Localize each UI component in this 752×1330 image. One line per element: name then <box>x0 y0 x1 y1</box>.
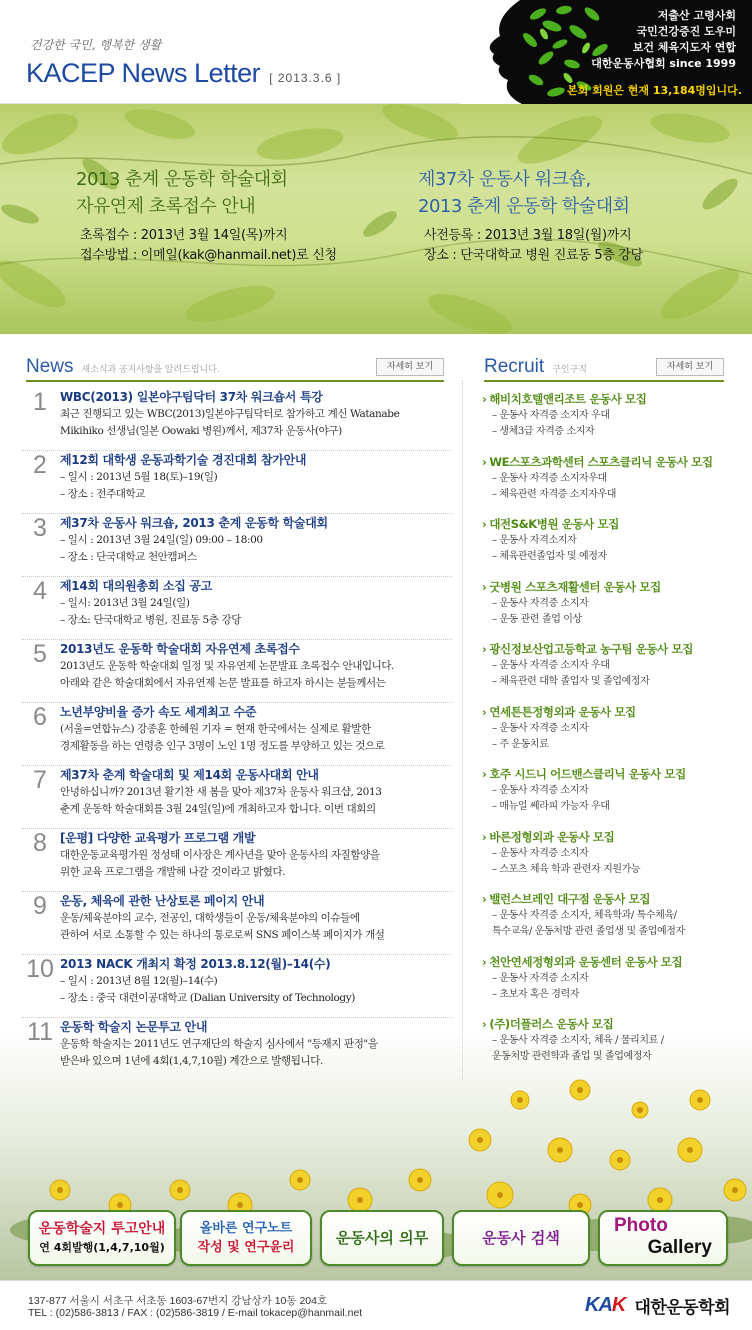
news-number: 7 <box>33 766 47 794</box>
recruit-subtitle: 구인구직 <box>552 364 587 374</box>
hero-workshop-notice[interactable] <box>418 166 643 266</box>
news-summary-line: 운동/체육분야의 교수, 전공인, 대학생들이 운동/체육분야의 이슈들에 <box>60 912 360 924</box>
recruit-requirement: – 운동사 자격증 소지자, 체육학과/ 특수체육/ <box>492 910 677 921</box>
news-item-9[interactable] <box>22 892 452 955</box>
slogan-1: 저출산 고령사회 <box>657 9 736 22</box>
recruit-more-button[interactable]: 자세히 보기 <box>656 358 724 376</box>
recruit-title-link[interactable]: 굿병원 스포츠재활센터 운동사 모집 <box>489 579 661 594</box>
logo-mark-ka: KA <box>585 1294 612 1316</box>
news-summary-line: Mikihiko 선생님(일본 Oowaki 병원)께서, 제37차 운동사(야구) <box>60 425 342 437</box>
recruit-requirement: – 스포츠 체육 학과 관련자 지원가능 <box>492 863 641 875</box>
news-title-link[interactable]: [운평] 다양한 교육평가 프로그램 개발 <box>60 831 256 845</box>
news-summary-line: 위한 교육 프로그램을 개발해 나갈 것이라고 밝혔다. <box>60 866 286 878</box>
chevron-right-icon: › <box>482 892 487 906</box>
recruit-title-text: Recruit <box>484 356 545 377</box>
slogan-block <box>591 8 736 72</box>
hero-right-detail-1: 사전등록 : 2013년 3월 18일(월)까지 <box>424 228 632 243</box>
recruit-item-5[interactable] <box>482 640 738 703</box>
footer-contact: TEL : (02)586-3813 / FAX : (02)586-3819 / E-mail tokacep@hanmail.net <box>28 1307 363 1319</box>
recruit-item-10[interactable] <box>482 953 738 1016</box>
recruit-requirement: – 주 운동치료 <box>492 738 549 750</box>
slogan-2: 국민건강증진 도우미 <box>636 25 736 38</box>
recruit-item-7[interactable] <box>482 765 738 828</box>
photo-gallery-button[interactable] <box>598 1210 728 1266</box>
news-header <box>26 356 444 382</box>
news-title-text: News <box>26 356 74 377</box>
news-summary-line: – 일시 : 2013년 8월 12(월)–14(수) <box>60 975 218 987</box>
news-item-2[interactable] <box>22 451 452 514</box>
news-number: 6 <box>33 703 47 731</box>
news-item-11[interactable] <box>22 1018 452 1081</box>
news-summary-line: 운동학 학술지는 2011년도 연구재단의 학술지 심사에서 "등재지 판정"을 <box>60 1038 378 1050</box>
news-item-1[interactable] <box>22 388 452 451</box>
recruit-header <box>484 356 724 382</box>
recruit-item-4[interactable] <box>482 578 738 641</box>
recruit-item-8[interactable] <box>482 828 738 891</box>
news-title <box>26 356 219 378</box>
news-number: 2 <box>33 451 47 479</box>
news-summary-line: 관하여 서로 소통할 수 있는 하나의 통로로써 SNS 페이스북 페이지가 개설 <box>60 929 385 941</box>
chevron-right-icon: › <box>482 642 487 656</box>
hero-right-title-2: 2013 춘계 운동학 학술대회 <box>418 196 630 217</box>
news-summary-line: 받은바 있으며 1년에 4회(1,4,7,10월) 계간으로 발행됩니다. <box>60 1055 323 1067</box>
recruit-requirement: – 운동사 자격증 소지자, 체육 / 물리치료 / <box>492 1035 664 1046</box>
news-subtitle: 새소식과 공지사항을 알려드립니다. <box>81 364 220 374</box>
chevron-right-icon: › <box>482 517 487 531</box>
duty-button-label: 운동사의 의무 <box>335 1229 429 1247</box>
news-title-link[interactable]: 운동학 학술지 논문투고 안내 <box>60 1020 208 1034</box>
recruit-requirement: – 운동사 자격증 소지자 <box>492 785 589 796</box>
recruit-title <box>484 356 587 378</box>
hero-abstract-notice[interactable] <box>76 166 337 266</box>
recruit-requirement: – 운동 관련 졸업 이상 <box>492 613 582 625</box>
recruit-requirement: – 체육관련 자격증 소지자우대 <box>492 488 617 500</box>
recruit-list <box>482 390 738 1078</box>
news-summary-line: – 장소 : 전주대학교 <box>60 488 146 500</box>
logo-mark-k: K <box>611 1294 626 1316</box>
news-summary-line: 춘계 운동학 학술대회를 3월 24일(일)에 개최하고자 합니다. 이번 대회의 <box>60 803 376 815</box>
member-count: 본회 회원은 현재 13,184명입니다. <box>566 84 742 97</box>
search-member-button[interactable] <box>452 1210 590 1266</box>
photo-button-label: Photo <box>614 1215 668 1236</box>
chevron-right-icon: › <box>482 579 487 594</box>
recruit-requirement: – 체육관련졸업자 및 예정자 <box>492 551 607 562</box>
news-number: 5 <box>33 640 47 668</box>
news-title-link[interactable]: 제37차 춘계 학술대회 및 제14회 운동사대회 안내 <box>60 768 319 782</box>
recruit-requirement: – 운동사 자격증 소지자 우대 <box>492 410 610 421</box>
hero-left-detail-1: 초록접수 : 2013년 3월 14일(목)까지 <box>80 228 288 243</box>
news-number: 10 <box>26 955 54 983</box>
recruit-title-link[interactable]: 천안연세정형외과 운동센터 운동사 모집 <box>489 954 683 969</box>
news-summary-line: 경제활동을 하는 연령층 인구 3명이 노인 1명 정도를 부양하고 있는 것으로 <box>60 740 385 752</box>
news-summary-line: 아래와 같은 학술대회에서 자유연제 논문 발표를 하고자 하시는 분들께서는 <box>60 677 386 689</box>
chevron-right-icon: › <box>482 767 487 781</box>
recruit-requirement: – 운동사 자격소지자 <box>492 535 577 546</box>
news-number: 3 <box>33 514 47 542</box>
slogan-org: 대한운동사협회 since 1999 <box>591 57 736 70</box>
hero-right-detail-2: 장소 : 단국대학교 병원 진료동 5층 강당 <box>424 248 643 263</box>
news-summary-line: 대한운동교육평가원 정성태 이사장은 계사년을 맞아 운동사의 자질함양을 <box>60 849 380 861</box>
news-number: 1 <box>33 388 47 416</box>
news-item-7[interactable] <box>22 766 452 829</box>
hero-banner[interactable] <box>0 104 752 334</box>
news-summary-line: 안녕하십니까? 2013년 활기찬 새 봄을 맞아 제37차 운동사 워크샵, 2013 <box>60 786 382 798</box>
logo-mark-icon <box>585 1294 625 1317</box>
recruit-requirement: – 운동사 자격증 소지자 <box>492 597 589 609</box>
issue-date: [ 2013.3.6 ] <box>269 71 342 85</box>
chevron-right-icon: › <box>482 392 487 406</box>
header <box>0 0 752 104</box>
recruit-title-link[interactable]: 해비치호텔앤리조트 운동사 모집 <box>489 392 647 406</box>
journal-button-label: 운동학술지 투고안내 <box>38 1221 166 1237</box>
news-number: 9 <box>33 892 47 920</box>
recruit-item-2[interactable] <box>482 453 738 516</box>
news-title-link[interactable]: 제14회 대의원총회 소집 공고 <box>60 579 212 593</box>
recruit-title-link[interactable]: 호주 시드니 어드밴스클리닉 운동사 모집 <box>489 767 686 781</box>
hero-right-title-1: 제37차 운동사 워크숍, <box>418 169 591 190</box>
news-summary-line: – 장소: 단국대학교 병원, 진료동 5층 강당 <box>60 614 241 626</box>
ethics-button-label: 올바른 연구노트 <box>199 1221 293 1236</box>
newsletter-title <box>26 58 341 89</box>
news-summary-line: 2013년도 운동학 학술대회 일정 및 자유연제 논문발표 초록접수 안내입니다. <box>60 660 395 672</box>
recruit-requirement: – 운동사 자격증 소지자 <box>492 972 589 984</box>
recruit-title-link[interactable]: 대전S&K병원 운동사 모집 <box>489 517 619 531</box>
news-number: 4 <box>33 577 47 605</box>
recruit-item-3[interactable] <box>482 515 738 578</box>
recruit-title-link[interactable]: 광신정보산업고등학교 농구팀 운동사 모집 <box>489 642 693 656</box>
news-summary-line: (서울=연합뉴스) 강종훈 한혜원 기자 = 현재 한국에서는 실제로 활발한 <box>60 723 371 735</box>
news-title-link[interactable]: 제12회 대학생 운동과학기술 경진대회 참가안내 <box>60 453 307 467</box>
recruit-item-11[interactable] <box>482 1015 738 1078</box>
news-title-link[interactable]: 노년부양비율 증가 속도 세계최고 수준 <box>60 705 257 719</box>
research-ethics-button[interactable] <box>180 1210 312 1266</box>
recruit-requirement: – 운동사 자격증 소지자우대 <box>492 472 607 484</box>
news-title-link[interactable]: 제37차 운동사 워크숍, 2013 춘계 운동학 학술대회 <box>60 516 328 530</box>
news-item-4[interactable] <box>22 577 452 640</box>
chevron-right-icon: › <box>482 454 487 469</box>
ethics-button-sublabel: 작성 및 연구윤리 <box>197 1240 295 1255</box>
news-summary-line: – 일시 : 2013년 5월 18(토)–19(일) <box>60 471 218 483</box>
news-summary-line: – 장소 : 단국대학교 천안캠퍼스 <box>60 551 197 563</box>
recruit-requirement: – 체육관련 대학 졸업자 및 졸업예정자 <box>492 676 650 687</box>
news-title-link[interactable]: 2013 NACK 개최지 확정 2013.8.12(월)–14(수) <box>60 957 331 971</box>
footer <box>0 1280 752 1330</box>
news-item-10[interactable] <box>22 955 452 1018</box>
recruit-item-6[interactable] <box>482 703 738 766</box>
chevron-right-icon: › <box>482 954 487 969</box>
recruit-requirement: – 생체3급 자격증 소지자 <box>492 426 595 437</box>
news-title-link[interactable]: 운동, 체육에 관한 난상토론 페이지 안내 <box>60 894 265 908</box>
news-title-link[interactable]: 2013년도 운동학 학술대회 자유연제 초록접수 <box>60 642 300 656</box>
recruit-item-9[interactable] <box>482 890 738 953</box>
recruit-title-link[interactable]: WE스포츠과학센터 스포츠클리닉 운동사 모집 <box>489 454 713 469</box>
footer-address: 137-877 서울시 서초구 서초동 1603-67번지 강남상가 10동 204호 <box>28 1295 328 1307</box>
journal-submission-button[interactable] <box>28 1210 176 1266</box>
news-title-link[interactable]: WBC(2013) 일본야구팀닥터 37차 워크숍서 특강 <box>60 390 323 404</box>
recruit-requirement: – 운동사 자격증 소지자 <box>492 722 589 734</box>
news-item-5[interactable] <box>22 640 452 703</box>
news-more-button[interactable]: 자세히 보기 <box>376 358 444 376</box>
recruit-title-link[interactable]: 바른정형외과 운동사 모집 <box>489 829 615 844</box>
recruit-requirement: 특수교육/ 운동처방 관련 졸업생 및 졸업예정자 <box>492 926 685 937</box>
news-item-3[interactable] <box>22 514 452 577</box>
journal-button-sublabel: 연 4회발행(1,4,7,10월) <box>39 1241 165 1254</box>
search-button-label: 운동사 검색 <box>482 1229 560 1247</box>
news-list <box>22 388 452 1081</box>
recruit-title-link[interactable]: (주)더플러스 운동사 모집 <box>489 1017 614 1031</box>
news-item-8[interactable] <box>22 829 452 892</box>
hero-left-title-1: 2013 춘계 운동학 학술대회 <box>76 169 288 190</box>
chevron-right-icon: › <box>482 1017 487 1031</box>
recruit-requirement: – 초보자 혹은 경력자 <box>492 988 580 1000</box>
recruit-title-link[interactable]: 연세튼튼정형외과 운동사 모집 <box>489 704 636 719</box>
news-summary-line: – 장소 : 중국 대련이공대학교 (Dalian University of Technology) <box>60 992 355 1004</box>
hero-left-title-2: 자유연제 초록접수 안내 <box>76 196 256 217</box>
news-summary-line: – 일시 : 2013년 3월 24일(일) 09:00 – 18:00 <box>60 534 263 546</box>
society-logo[interactable] <box>585 1293 730 1319</box>
tagline: 건강한 국민, 행복한 생활 <box>30 38 162 52</box>
logo-text: 대한운동학회 <box>634 1298 730 1318</box>
news-item-6[interactable] <box>22 703 452 766</box>
duty-button[interactable] <box>320 1210 444 1266</box>
column-divider <box>462 380 463 1080</box>
title-main: KACEP News Letter <box>26 58 261 88</box>
recruit-item-1[interactable] <box>482 390 738 453</box>
recruit-requirement: 운동처방 관련학과 졸업 및 졸업예정자 <box>492 1051 652 1062</box>
slogan-3: 보건 체육지도자 연합 <box>632 41 736 54</box>
recruit-requirement: – 매뉴얼 쎄라피 가능자 우대 <box>492 801 610 812</box>
chevron-right-icon: › <box>482 829 487 844</box>
gallery-button-label: Gallery <box>647 1237 712 1258</box>
chevron-right-icon: › <box>482 704 487 719</box>
news-number: 8 <box>33 829 47 857</box>
recruit-requirement: – 운동사 자격증 소지자 우대 <box>492 660 610 671</box>
news-number: 11 <box>27 1018 53 1046</box>
recruit-requirement: – 운동사 자격증 소지자 <box>492 847 589 859</box>
news-summary-line: 최근 진행되고 있는 WBC(2013)일본야구팀닥터로 참가하고 계신 Watanabe <box>60 408 400 420</box>
news-summary-line: – 일시: 2013년 3월 24일(일) <box>60 597 190 609</box>
recruit-title-link[interactable]: 밸런스브레인 대구점 운동사 모집 <box>489 892 651 906</box>
hero-left-detail-2: 접수방법 : 이메일(kak@hanmail.net)로 신청 <box>80 248 337 263</box>
